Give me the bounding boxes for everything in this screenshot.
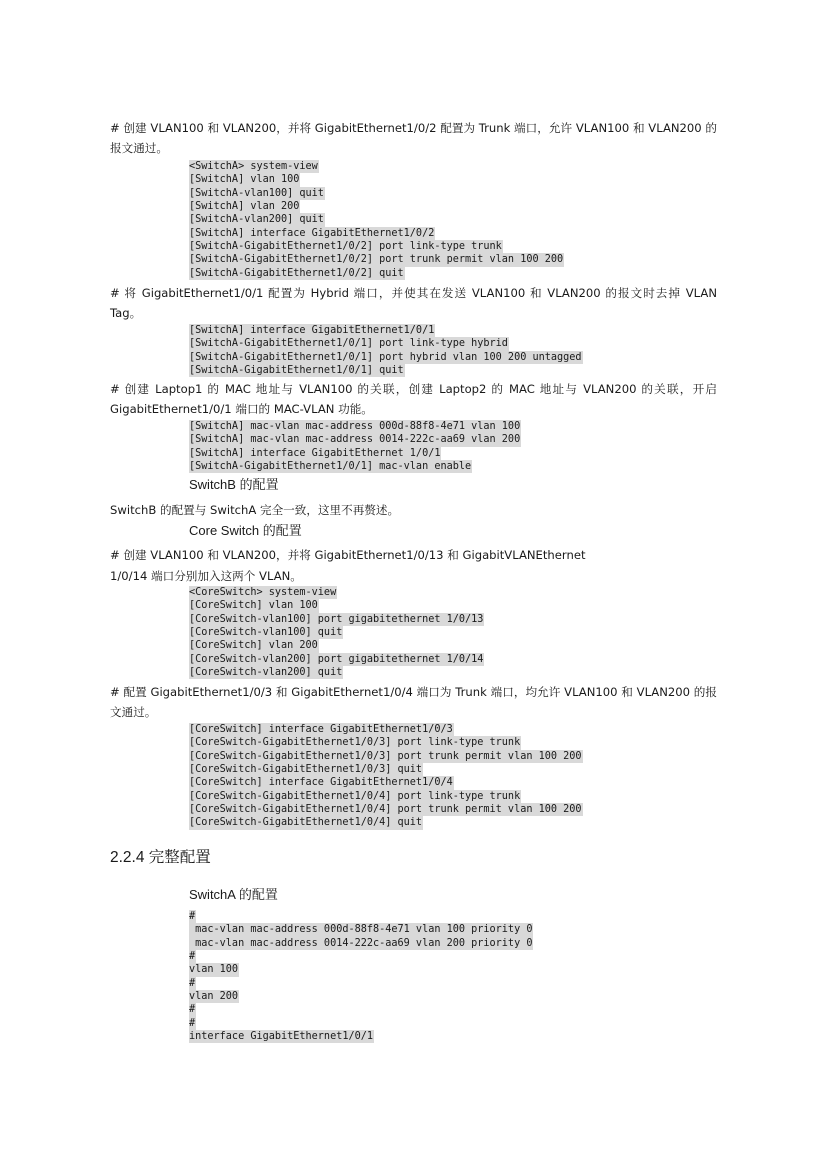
code-line: [SwitchA] mac-vlan mac-address 000d-88f8-4e71 vlan 100	[189, 421, 521, 432]
code-line: [SwitchA-GigabitEthernet1/0/1] port link-type hybrid	[189, 338, 508, 350]
code-line: [CoreSwitch] interface GigabitEthernet1/0/3	[189, 724, 453, 735]
code-line: [SwitchA] vlan 200	[189, 201, 300, 213]
code-line: [CoreSwitch] vlan 200	[189, 640, 318, 652]
code-block-switcha-full	[189, 910, 533, 1043]
paragraph-hybrid-port: # 将 GigabitEthernet1/0/1 配置为 Hybrid 端口，并使其在发送 VLAN100 和 VLAN200 的报文时去掉 VLAN Tag。	[110, 286, 717, 320]
code-line: [CoreSwitch-vlan100] quit	[189, 627, 343, 639]
code-line: [CoreSwitch-vlan200] quit	[189, 667, 343, 679]
code-block-switcha-hybrid	[189, 324, 583, 377]
code-line: mac-vlan mac-address 0014-222c-aa69 vlan 200 priority 0	[189, 937, 533, 949]
code-line: interface GigabitEthernet1/0/1	[189, 1031, 374, 1043]
code-line: [SwitchA] interface GigabitEthernet 1/0/1	[189, 447, 441, 459]
subheading-core-switch-config: Core Switch 的配置	[189, 523, 302, 538]
code-line: #	[189, 977, 196, 989]
code-line: [SwitchA-GigabitEthernet1/0/1] quit	[189, 365, 404, 377]
code-line: [SwitchA] interface GigabitEthernet1/0/1	[189, 325, 435, 336]
paragraph-mac-vlan: # 创建 Laptop1 的 MAC 地址与 VLAN100 的关联，创建 Laptop2 的 MAC 地址与 VLAN200 的关联，开启 GigabitEthernet1/0/1 端口的 MAC-VLAN 功能。	[110, 382, 717, 416]
code-line: [SwitchA-GigabitEthernet1/0/2] port trunk permit vlan 100 200	[189, 254, 564, 266]
code-line: mac-vlan mac-address 000d-88f8-4e71 vlan 100 priority 0	[189, 924, 533, 936]
code-block-coreswitch-vlans	[189, 586, 484, 679]
paragraph-core-vlans-line2: 1/0/14 端口分别加入这两个 VLAN。	[110, 569, 302, 583]
code-line: #	[189, 911, 196, 922]
code-line: [SwitchA] mac-vlan mac-address 0014-222c-aa69 vlan 200	[189, 434, 521, 446]
code-line: [CoreSwitch-vlan200] port gigabitethernet 1/0/14	[189, 653, 484, 665]
code-line: vlan 200	[189, 991, 239, 1003]
code-line: <CoreSwitch> system-view	[189, 587, 337, 598]
code-block-switcha-mac-vlan	[189, 420, 521, 473]
code-line: [CoreSwitch-GigabitEthernet1/0/3] port trunk permit vlan 100 200	[189, 750, 582, 762]
code-line: [SwitchA] interface GigabitEthernet1/0/2	[189, 227, 435, 239]
paragraph-core-vlans-line1: # 创建 VLAN100 和 VLAN200，并将 GigabitEthernet1/0/13 和 GigabitVLANEthernet	[110, 548, 586, 562]
code-line: [CoreSwitch] interface GigabitEthernet1/0/4	[189, 777, 453, 789]
subheading-switcha-config: SwitchA 的配置	[189, 887, 278, 902]
code-line: [SwitchA-vlan100] quit	[189, 187, 324, 199]
code-line: [CoreSwitch-GigabitEthernet1/0/4] quit	[189, 817, 423, 829]
code-block-switcha-vlan-trunk	[189, 160, 564, 280]
code-line: [CoreSwitch-vlan100] port gigabitethernet 1/0/13	[189, 613, 484, 625]
code-line: [SwitchA] vlan 100	[189, 174, 300, 186]
code-line: [CoreSwitch-GigabitEthernet1/0/3] quit	[189, 764, 423, 776]
code-line: <SwitchA> system-view	[189, 161, 318, 172]
code-line: #	[189, 951, 196, 963]
code-line: [CoreSwitch-GigabitEthernet1/0/4] port link-type trunk	[189, 790, 521, 802]
code-line: #	[189, 1004, 196, 1016]
code-line: [CoreSwitch-GigabitEthernet1/0/4] port trunk permit vlan 100 200	[189, 804, 582, 816]
code-line: [CoreSwitch] vlan 100	[189, 600, 318, 612]
paragraph-switchb-same: SwitchB 的配置与 SwitchA 完全一致，这里不再赘述。	[110, 503, 400, 517]
section-heading-full-config: 2.2.4 完整配置	[110, 849, 211, 866]
code-line: [SwitchA-GigabitEthernet1/0/1] mac-vlan enable	[189, 461, 472, 473]
code-line: #	[189, 1017, 196, 1029]
code-line: [SwitchA-GigabitEthernet1/0/2] quit	[189, 267, 404, 279]
paragraph-core-trunk-ports: # 配置 GigabitEthernet1/0/3 和 GigabitEthernet1/0/4 端口为 Trunk 端口，均允许 VLAN100 和 VLAN200 的报文通过。	[110, 685, 717, 719]
code-line: [SwitchA-vlan200] quit	[189, 214, 324, 226]
paragraph-create-vlans-trunk: # 创建 VLAN100 和 VLAN200，并将 GigabitEthernet1/0/2 配置为 Trunk 端口，允许 VLAN100 和 VLAN200 的报文通过。	[110, 121, 717, 155]
subheading-switchb-config: SwitchB 的配置	[189, 477, 279, 492]
code-block-coreswitch-trunk	[189, 723, 583, 830]
code-line: [SwitchA-GigabitEthernet1/0/1] port hybrid vlan 100 200 untagged	[189, 351, 582, 363]
code-line: vlan 100	[189, 964, 239, 976]
code-line: [CoreSwitch-GigabitEthernet1/0/3] port link-type trunk	[189, 737, 521, 749]
code-line: [SwitchA-GigabitEthernet1/0/2] port link-type trunk	[189, 241, 502, 253]
